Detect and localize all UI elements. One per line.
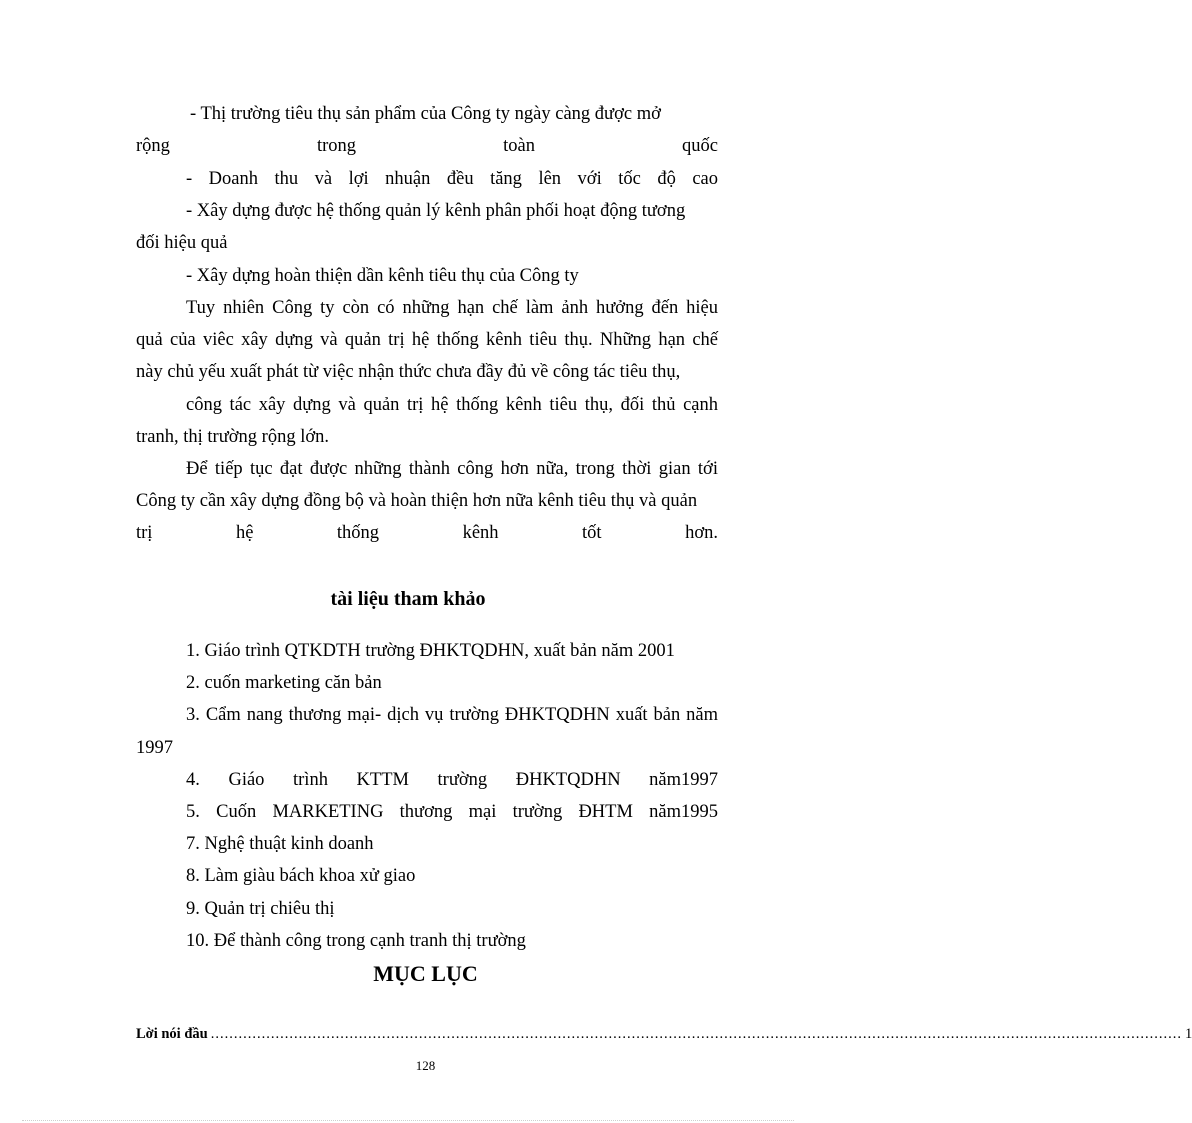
reference-item: 3. Cẩm nang thương mại- dịch vụ trường ĐHKTQDHN xuất bản năm (186, 705, 718, 725)
body-line: rộng trong toàn quốc (136, 136, 718, 156)
reference-item: 9. Quản trị chiêu thị (186, 899, 335, 919)
body-line: - Xây dựng được hệ thống quản lý kênh phân phối hoạt động tương (186, 201, 686, 221)
toc-leader-dots: .................................................................................................................................................................................................................. (210, 1026, 1182, 1042)
body-line: công tác xây dựng và quản trị hệ thống kênh tiêu thụ, đối thủ cạnh (186, 395, 718, 415)
page-number: 128 (415, 1058, 436, 1073)
reference-item: 1. Giáo trình QTKDTH trường ĐHKTQDHN, xuất bản năm 2001 (186, 641, 675, 661)
body-line: tranh, thị trường rộng lớn. (136, 427, 329, 447)
body-line: Tuy nhiên Công ty còn có những hạn chế làm ảnh hưởng đến hiệu (186, 298, 718, 318)
body-line: - Doanh thu và lợi nhuận đều tăng lên với tốc độ cao (186, 169, 718, 189)
body-line: - Xây dựng hoàn thiện dần kênh tiêu thụ của Công ty (186, 266, 579, 286)
body-line: - Thị trường tiêu thụ sản phẩm của Công ty ngày càng được mở (190, 104, 661, 124)
reference-item: 5. Cuốn MARKETING thương mại trường ĐHTM năm1995 (186, 802, 718, 822)
reference-item: 1997 (136, 738, 173, 758)
body-line: Để tiếp tục đạt được những thành công hơn nữa, trong thời gian tới (186, 459, 718, 479)
body-line: đối hiệu quả (136, 233, 228, 253)
body-line: trị hệ thống kênh tốt hơn. (136, 523, 718, 543)
references-heading: tài liệu tham khảo (330, 588, 486, 610)
reference-item: 8. Làm giàu bách khoa xử giao (186, 866, 416, 886)
page-edge-divider (22, 1120, 794, 1121)
reference-item: 10. Để thành công trong cạnh tranh thị trường (186, 931, 526, 951)
reference-item: 2. cuốn marketing căn bản (186, 673, 382, 693)
body-line: này chủ yếu xuất phát từ việc nhận thức chưa đầy đủ về công tác tiêu thụ, (136, 362, 681, 382)
body-line: quả của viêc xây dựng và quản trị hệ thống kênh tiêu thụ. Những hạn chế (136, 330, 718, 350)
reference-item: 7. Nghệ thuật kinh doanh (186, 834, 374, 854)
toc-entry-label: Lời nói đầu (136, 1026, 208, 1042)
toc-entry[interactable] (136, 1024, 1192, 1044)
body-line: Công ty cần xây dựng đồng bộ và hoàn thiện hơn nữa kênh tiêu thụ và quản (136, 491, 698, 511)
reference-item: 4. Giáo trình KTTM trường ĐHKTQDHN năm1997 (186, 770, 718, 790)
toc-entry-page: 1 (1184, 1026, 1192, 1042)
toc-heading: MỤC LỤC (373, 961, 478, 986)
